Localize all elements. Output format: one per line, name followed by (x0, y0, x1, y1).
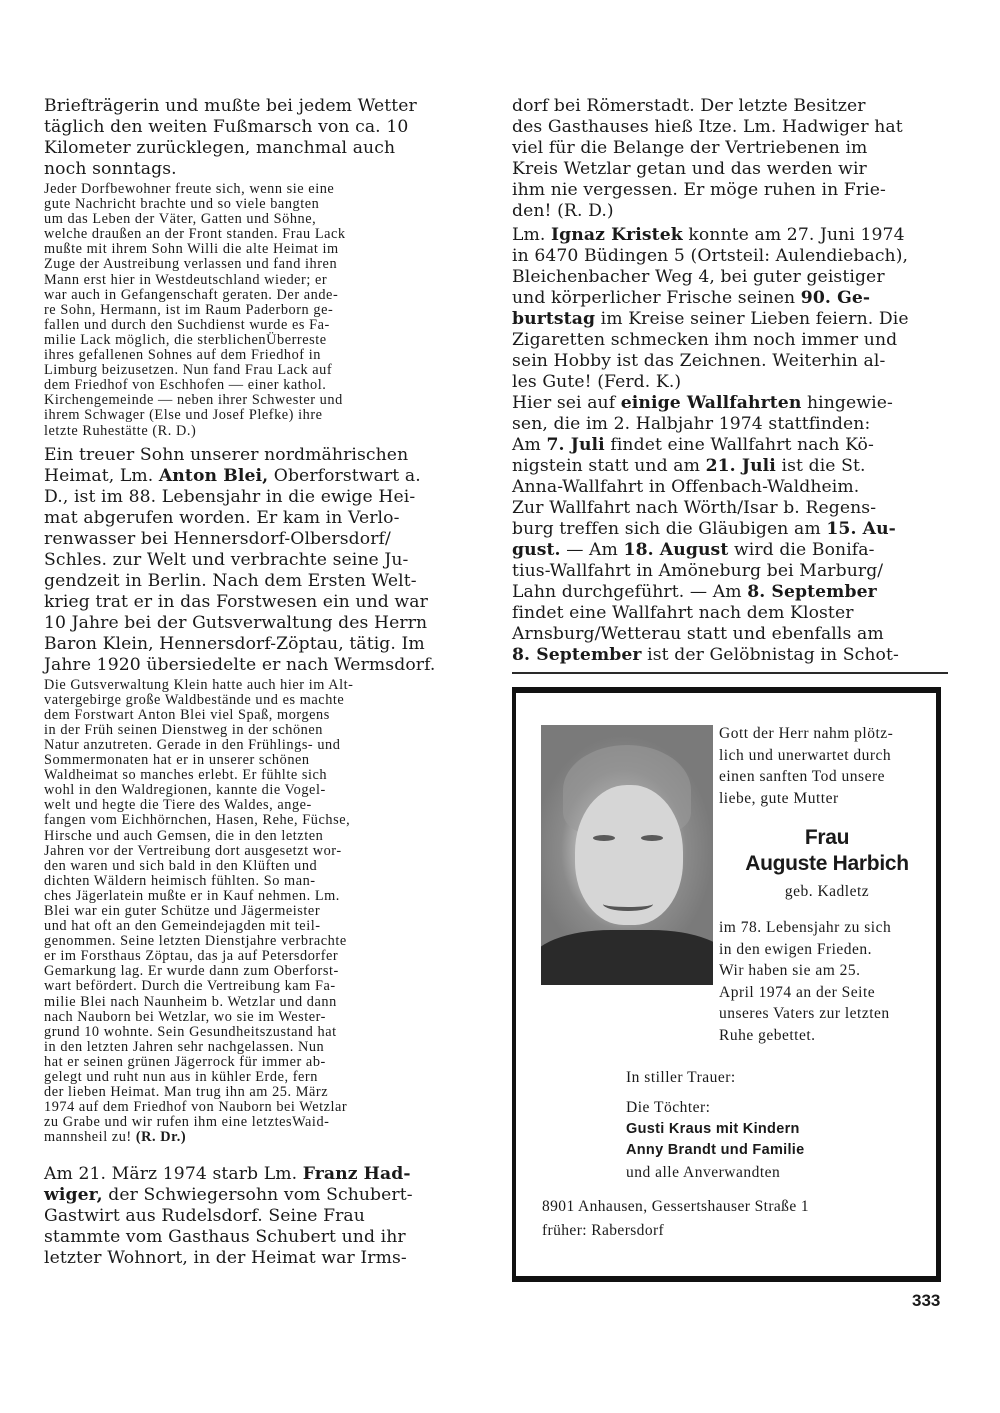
article-franz-hadwiger: Am 21. März 1974 starb Lm. Franz Had- wiger, der Schwiegersohn vom Schubert- Gastwirt aus Rudelsdorf. Seine Frau stammte vom Gasthaus Schubert und ihr letzter Wohnort, in der Heimat war Irms- (44, 1163, 413, 1268)
obituary-notice (512, 687, 941, 1282)
article-lack-detail: Jeder Dorfbewohner freute sich, wenn sie eine gute Nachricht brachte und so viele bangten um das Leben der Väter, Gatten und Söhne, welche draußen an der Front standen. Frau Lack mußte mit ihrem Sohn Willi die alte Heimat im Zuge der Austreibung verlassen und fand ihren Mann erst hier in Westdeutschland wieder; er war auch in Gefangenschaft geraten. Der ande- re Sohn, Hermann, ist im Raum Paderborn ge- fallen und durch den Suchdienst wurde es Fa- milie Lack möglich, die sterblichenÜberreste ihres gefallenen Sohnes auf dem Friedhof in Limburg beizusetzen. Nun fand Frau Lack auf dem Friedhof von Eschhofen — einer kathol. Kirchengemeinde — neben ihrer Schwester und ihrem Schwager (Else und Josef Plefke) ihre letzte Ruhestätte (R. D.) (44, 181, 346, 439)
mourners-list: Die Töchter: Gusti Kraus mit Kindern Anny Brandt und Familie und alle Anverwandten (626, 1097, 926, 1183)
article-lack-end: Briefträgerin und mußte bei jedem Wetter täglich den weiten Fußmarsch von ca. 10 Kilometer zurücklegen, manchmal auch noch sonntags. (44, 96, 417, 179)
article-anton-blei: Ein treuer Sohn unserer nordmährischen Heimat, Lm. Anton Blei, Oberforstwart a. D., ist im 88. Lebensjahr in die ewige Hei- mat abgerufen worden. Er kam in Verlo- renwasser bei Hennersdorf-Olbersdorf/ Schles. zur Welt und verbrachte seine Ju- gendzeit in Berlin. Nach dem Ersten Welt- krieg trat er in das Forstwesen ein und war 10 Jahre bei der Gutsverwaltung des Herrn Baron Klein, Hennersdorf-Zöptau, tätig. Im Jahre 1920 übersiedelte er nach Wermsdorf. (44, 444, 436, 675)
obituary-former-home: früher: Rabersdorf (542, 1222, 665, 1239)
maiden-name: geb. Kadletz (784, 883, 870, 900)
deceased-title: Frau (804, 826, 850, 849)
deceased-name: Auguste Harbich (745, 852, 909, 875)
portrait-photo (541, 725, 713, 985)
obituary-address: 8901 Anhausen, Gessertshauser Straße 1 (542, 1198, 810, 1215)
left-column (44, 96, 484, 1269)
article-hadwiger-cont: dorf bei Römerstadt. Der letzte Besitzer des Gasthauses hieß Itze. Lm. Hadwiger hat viel für die Belange der Vertriebenen im Kreis Wetzlar getan und das werden wir ihm nie vergessen. Er möge ruhen in Frie- den! (R. D.) (512, 96, 903, 221)
article-wallfahrten: Hier sei auf einige Wallfahrten hingewie- sen, die im 2. Halbjahr 1974 stattfinden: Am 7. Juli findet eine Wallfahrt nach Kö- nigstein statt und am 21. Juli ist die St. Anna-Wallfahrt in Offenbach-Waldheim. Zur Wallfahrt nach Wörth/Isar b. Regens- burg treffen sich die Gläubigen am 15. Au- gust. — Am 18. August wird die Bonifa- tius-Wallfahrt in Amöneburg bei Marburg/ Lahn durchgeführt. — Am 8. September findet eine Wallfahrt nach dem Kloster Arnsburg/Wetterau statt und ebenfalls am 8. September ist der Gelöbnistag in Schot- (512, 393, 899, 665)
mourner: Gusti Kraus mit Kindern (626, 1120, 800, 1137)
right-column (512, 96, 948, 666)
mourning-heading: In stiller Trauer: (626, 1069, 736, 1086)
name-anton-blei: Anton Blei, (158, 465, 269, 486)
page-number: 333 (912, 1291, 941, 1310)
obituary-intro: Gott der Herr nahm plötz- lich und unerwartet durch einen sanften Tod unsere liebe, gute Mutter (719, 725, 894, 807)
article-anton-blei-detail: Die Gutsverwaltung Klein hatte auch hier im Alt- vatergebirge große Waldbestände und es machte dem Forstwart Anton Blei viel Spaß, morgens in der Früh seinen Dienstweg in der schönen Natur anzutreten. Gerade in den Frühlings- und Sommermonaten hat er in unserer schönen Waldheimat so manches erlebt. Er fühlte sich wohl in den Waldregionen, kannte die Vogel- welt und hegte die Tiere des Waldes, ange- fangen vom Eichhörnchen, Hasen, Rehe, Füchse, Hirsche und auch Gemsen, die in den letzten Jahren vor der Vertreibung dort ausgesetzt wor- den waren und sich bald in den Klüften und dichten Wäldern heimisch fühlten. So man- ches Jägerlatein mußte er in Kauf nehmen. Lm. Blei war ein guter Schütze und Jägermeister und hat oft an den Gemeindejagden mit teil- genommen. Seine letzten Dienstjahre verbrachte er im Forsthaus Zöptau, das ja auf Petersdorfer Gemarkung lag. Er wurde dann zum Oberforst- wart befördert. Durch die Vertreibung kam Fa- milie Blei nach Naunheim b. Wetzlar und dann nach Nauborn bei Wetzlar, wo sie im Wester- grund 10 wohnte. Sein Gesundheitszustand hat in den letzten Jahren sehr nachgelassen. Nun hat er seinen grünen Jägerrock für immer ab- gelegt und ruht nun aus in kühler Erde, fern der lieben Heimat. Man trug ihn am 25. März 1974 auf dem Friedhof von Nauborn bei Wetzlar zu Grabe und wir rufen ihm eine letztesWaid- mannsheil zu! (R. Dr.) (44, 676, 354, 1146)
name-franz-hadwiger: Franz Had- (302, 1163, 411, 1184)
mourner: Anny Brandt und Familie (626, 1142, 805, 1158)
obituary-body: im 78. Lebensjahr zu sich in den ewigen Frieden. Wir haben sie am 25. April 1974 an der Seite unseres Vaters zur letzten Ruhe gebettet. (719, 919, 892, 1044)
section-divider (512, 672, 948, 674)
article-ignaz-kristek: Lm. Ignaz Kristek konnte am 27. Juni 1974 in 6470 Büdingen 5 (Ortsteil: Aulendiebach), Bleichenbacher Weg 4, bei guter geistiger und körperlicher Frische seinen 90. Ge- burtstag im Kreise seiner Lieben feiern. Die Zigaretten schmecken ihm noch immer und sein Hobby ist das Zeichnen. Weiterhin al- les Gute! (Ferd. K.) (512, 225, 909, 392)
name-ignaz-kristek: Ignaz Kristek (551, 225, 683, 245)
